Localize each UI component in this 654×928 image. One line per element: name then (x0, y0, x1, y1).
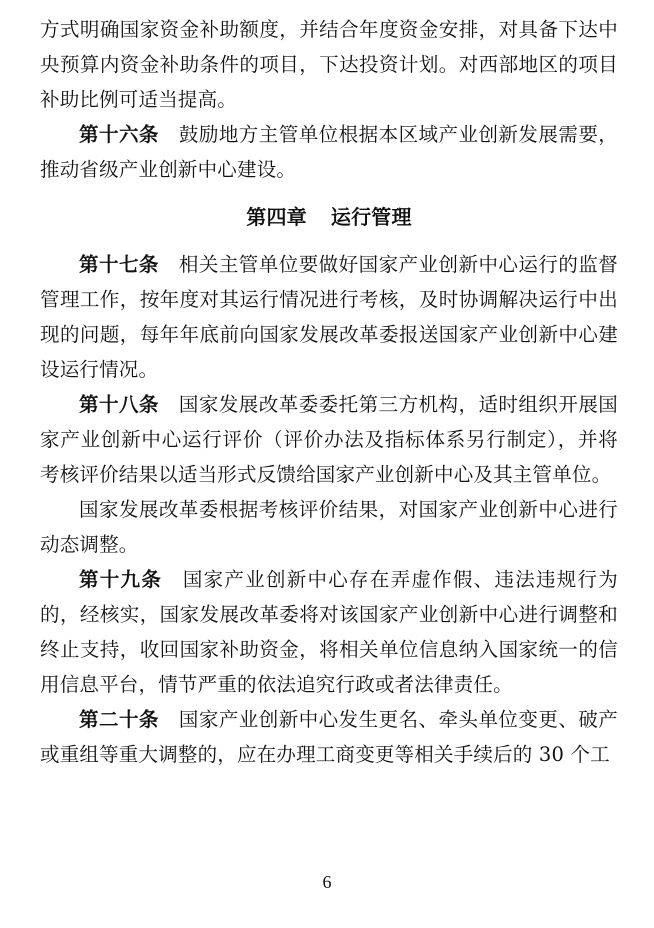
article-18-paragraph-2 (40, 492, 618, 562)
article-16 (40, 117, 618, 187)
article-20 (40, 702, 618, 772)
paragraph-text: 国家发展改革委根据考核评价结果，对国家产业创新中心进行动态调整。 (40, 498, 618, 556)
article-19 (40, 562, 618, 702)
article-number: 第十八条 (79, 393, 159, 416)
page-number: 6 (322, 872, 332, 892)
article-number: 第十七条 (79, 253, 159, 276)
article-text: 相关主管单位要做好国家产业创新中心运行的监督管理工作，按年度对其运行情况进行考核，及时协调解决运行中出现的问题，每年年底前向国家发展改革委报送国家产业创新中心建设运行情况。 (40, 253, 618, 381)
article-text: 国家产业创新中心发生更名、牵头单位变更、破产或重组等重大调整的，应在办理工商变更等相关手续后的 30 个工 (40, 708, 618, 766)
article-text: 国家发展改革委委托第三方机构，适时组织开展国家产业创新中心运行评价（评价办法及指标体系另行制定），并将考核评价结果以适当形式反馈给国家产业创新中心及其主管单位。 (40, 393, 618, 486)
chapter-number: 第四章 (246, 205, 307, 229)
article-number: 第十九条 (79, 568, 163, 591)
paragraph-text: 方式明确国家资金补助额度，并结合年度资金安排，对具备下达中央预算内资金补助条件的项目，下达投资计划。对西部地区的项目补助比例可适当提高。 (40, 18, 618, 111)
article-number: 第二十条 (79, 708, 159, 731)
paragraph-continuation (40, 12, 618, 117)
article-17 (40, 247, 618, 387)
article-number: 第十六条 (79, 123, 159, 146)
chapter-heading (40, 197, 618, 237)
document-body (40, 12, 618, 772)
article-text: 鼓励地方主管单位根据本区域产业创新发展需要，推动省级产业创新中心建设。 (40, 123, 618, 181)
article-text: 国家产业创新中心存在弄虚作假、违法违规行为的，经核实，国家发展改革委将对该国家产业创新中心进行调整和终止支持，收回国家补助资金，将相关单位信息纳入国家统一的信用信息平台，情节严重的依法追究行政或者法律责任。 (40, 568, 619, 696)
chapter-title: 运行管理 (330, 205, 412, 229)
article-18 (40, 387, 618, 492)
